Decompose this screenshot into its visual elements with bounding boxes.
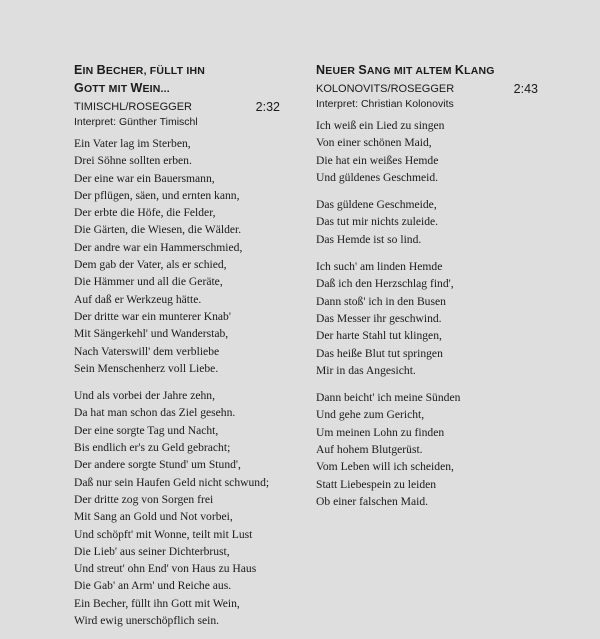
lyric-line: Dem gab der Vater, als er schied, [74, 258, 227, 272]
stanza [316, 258, 538, 379]
stanza [316, 196, 538, 248]
lyric-line: Die Gärten, die Wiesen, die Wälder. [74, 223, 242, 237]
lyric-line: Der andere sorgte Stund' um Stund', [74, 458, 241, 472]
lyric-line: Ob einer falschen Maid. [316, 494, 429, 508]
lyric-line: Und gehe zum Gericht, [316, 408, 425, 422]
lyric-line: Bis endlich er's zu Geld gebracht; [74, 441, 231, 455]
lyric-line: Dann beicht' ich meine Sünden [316, 391, 461, 405]
interpret-credit: Interpret: Christian Kolonovits [316, 98, 454, 110]
lyric-line: Die Gab' an Arm' und Reiche aus. [74, 579, 232, 593]
lyric-line: Drei Söhne sollten erben. [74, 154, 192, 168]
lyric-line: Die hat ein weißes Hemde [316, 153, 439, 167]
stanza [74, 387, 280, 629]
lyric-line: Der harte Stahl tut klingen, [316, 329, 442, 343]
lyric-line: Das Hemde ist so lind. [316, 232, 422, 246]
lyric-line: Um meinen Lohn zu finden [316, 425, 445, 439]
lyric-line: Das heiße Blut tut springen [316, 346, 443, 360]
song-title-line: GOTT MIT WEIN... [74, 81, 170, 95]
lyric-line: Wird ewig unerschöpflich sein. [74, 614, 220, 628]
song-column-right [316, 62, 538, 520]
lyric-line: Die Hämmer und all die Geräte, [74, 275, 223, 289]
lyrics [74, 135, 280, 629]
lyric-line: Daß nur sein Haufen Geld nicht schwund; [74, 475, 270, 489]
lyric-line: Nach Vaterswill' dem verbliebe [74, 344, 220, 358]
lyric-line: Der dritte zog von Sorgen frei [74, 492, 214, 506]
lyric-line: Das Messer ihr geschwind. [316, 311, 442, 325]
lyric-line: Mit Sängerkehl' und Wanderstab, [74, 327, 229, 341]
song-duration: 2:32 [255, 100, 280, 114]
lyric-line: Und als vorbei der Jahre zehn, [74, 389, 216, 403]
composer-credit: TIMISCHL/ROSEGGER [74, 101, 192, 113]
stanza [74, 135, 280, 377]
song-duration: 2:43 [513, 82, 538, 96]
song-title-line: NEUER SANG MIT ALTEM KLANG [316, 63, 495, 77]
composer-line [316, 81, 538, 97]
lyric-line: Der andre war ein Hammerschmied, [74, 240, 243, 254]
lyric-line: Die Lieb' aus seiner Dichterbrust, [74, 544, 230, 558]
lyrics [316, 117, 538, 510]
composer-credit: KOLONOVITS/ROSEGGER [316, 83, 455, 95]
song-title [74, 62, 280, 98]
lyric-line: Mir in das Angesicht. [316, 363, 416, 377]
lyric-line: Ein Becher, füllt ihn Gott mit Wein, [74, 596, 240, 610]
lyric-line: Ich weiß ein Lied zu singen [316, 119, 445, 132]
lyric-line: Und streut' ohn End' von Haus zu Haus [74, 562, 257, 576]
lyric-line: Statt Liebespein zu leiden [316, 477, 437, 491]
lyric-line: Das güldene Geschmeide, [316, 198, 437, 212]
lyric-line: Da hat man schon das Ziel gesehn. [74, 406, 236, 420]
lyric-line: Das tut mir nichts zuleide. [316, 215, 439, 229]
lyric-line: Und schöpft' mit Wonne, teilt mit Lust [74, 527, 253, 541]
song-title-line: EIN BECHER, FÜLLT IHN [74, 63, 206, 77]
lyric-line: Der dritte war ein munterer Knab' [74, 309, 231, 323]
lyric-line: Vom Leben will ich scheiden, [316, 460, 454, 474]
stanza [316, 389, 538, 510]
lyric-line: Daß ich den Herzschlag find', [316, 277, 454, 291]
lyric-line: Der eine sorgte Tag und Nacht, [74, 423, 219, 437]
interpret-credit: Interpret: Günther Timischl [74, 116, 198, 128]
lyric-line: Der eine war ein Bauersmann, [74, 171, 215, 185]
lyric-line: Der pflügen, säen, und ernten kann, [74, 188, 240, 202]
lyric-line: Ich such' am linden Hemde [316, 260, 443, 274]
lyric-line: Und güldenes Geschmeid. [316, 170, 439, 184]
lyric-line: Von einer schönen Maid, [316, 136, 432, 150]
lyric-line: Sein Menschenherz voll Liebe. [74, 361, 219, 375]
stanza [316, 117, 538, 186]
lyric-line: Der erbte die Höfe, die Felder, [74, 206, 216, 220]
lyric-line: Auf daß er Werkzeug hätte. [74, 292, 202, 306]
song-column-left [74, 62, 280, 639]
composer-line [74, 99, 280, 115]
lyric-line: Dann stoß' ich in den Busen [316, 294, 446, 308]
song-title [316, 62, 538, 80]
lyric-line: Ein Vater lag im Sterben, [74, 137, 191, 150]
lyric-line: Mit Sang an Gold und Not vorbei, [74, 510, 233, 524]
lyric-line: Auf hohem Blutgerüst. [316, 443, 423, 457]
